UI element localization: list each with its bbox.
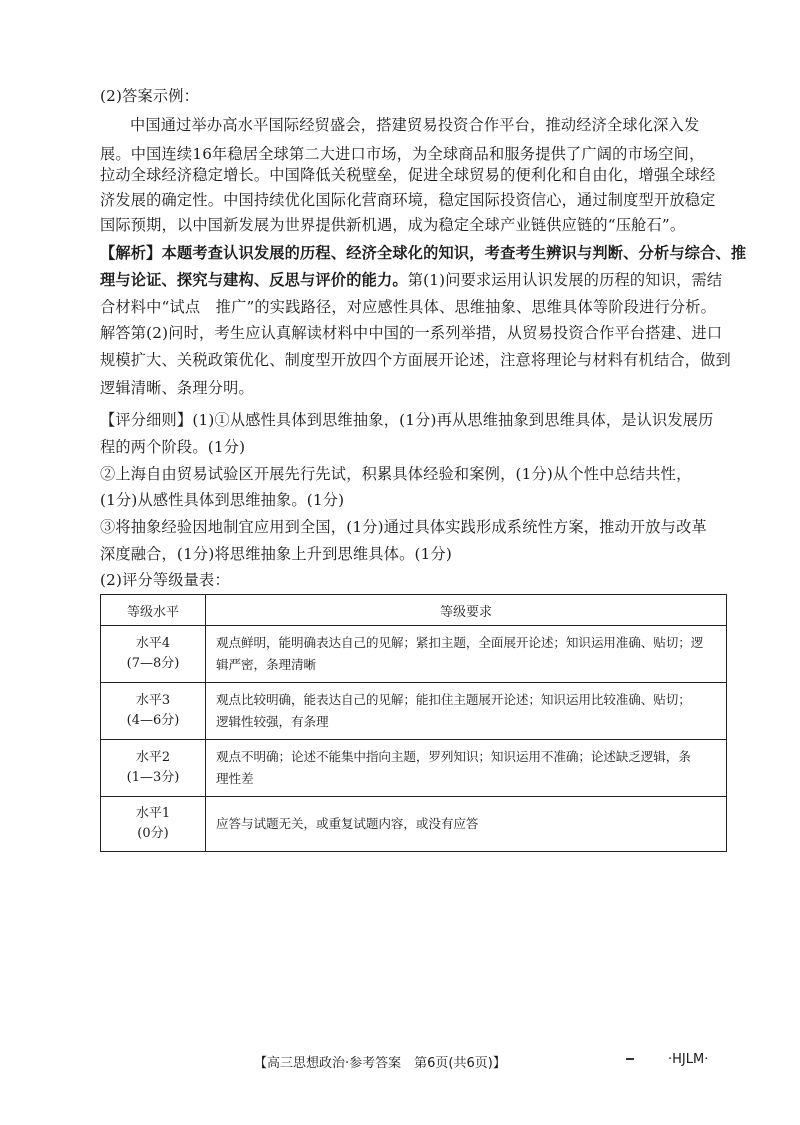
requirement-text: 逻辑性较强，有条理 (216, 714, 329, 729)
grade-level-cell (101, 797, 206, 852)
grade-row (101, 683, 727, 740)
requirement-text: 应答与试题无关，或重复试题内容，或没有应答 (216, 816, 479, 831)
level-score: (4—6分) (126, 713, 180, 728)
grade-row (101, 626, 727, 683)
requirement-text: 观点鲜明，能明确表达自己的见解；紧扣主题，全面展开论述；知识运用准确、贴切；逻 (216, 635, 704, 650)
level-name: 水平2 (135, 750, 171, 765)
analysis-bold-text: 理与论证、探究与建构、反思与评价的能力。 (100, 271, 408, 289)
level-name: 水平1 (135, 806, 171, 821)
scoring-line: 【评分细则】(1)①从感性具体到思维抽象，(1分)再从思维抽象到思维具体，是认识发展历 (100, 411, 714, 429)
level-score: (7—8分) (126, 656, 180, 671)
answer-line: 中国通过举办高水平国际经贸盛会，搭建贸易投资合作平台，推动经济全球化深入发 (130, 116, 700, 134)
footer-dash-mark (626, 1058, 634, 1060)
scoring-line: ②上海自由贸易试验区开展先行先试，积累具体经验和案例，(1分)从个性中总结共性， (100, 465, 692, 483)
requirement-text: 观点比较明确，能表达自己的见解；能扣住主题展开论述；知识运用比较准确、贴切； (216, 692, 691, 707)
grade-level-cell (101, 683, 206, 740)
grade-row (101, 797, 727, 852)
level-score: (1—3分) (126, 770, 180, 785)
scoring-line: 深度融合，(1分)将思维抽象上升到思维具体。(1分) (100, 545, 452, 563)
answer-line: 拉动全球经济稳定增长。中国降低关税壁垒，促进全球贸易的便利化和自由化，增强全球经 (100, 166, 716, 184)
level-score: (0分) (137, 826, 169, 841)
requirement-text: 观点不明确；论述不能集中指向主题，罗列知识；知识运用不准确；论述缺乏逻辑，条 (216, 749, 691, 764)
answer-line: 济发展的确定性。中国持续优化国际化营商环境，稳定国际投资信心，通过制度型开放稳定 (100, 191, 716, 209)
grade-requirement-cell (206, 797, 727, 852)
scoring-line: (2)评分等级量表： (100, 571, 230, 589)
grade-level-cell (101, 626, 206, 683)
level-name: 水平4 (135, 636, 171, 651)
answer-example-heading: (2)答案示例： (100, 87, 200, 105)
analysis-line: 解答第(2)问时，考生应认真解读材料中中国的一系列举措，从贸易投资合作平台搭建、进口 (100, 324, 723, 342)
analysis-line: 合材料中“试点 推广”的实践路径，对应感性具体、思维抽象、思维具体等阶段进行分析。 (100, 298, 717, 316)
scoring-line: (1分)从感性具体到思维抽象。(1分) (100, 491, 345, 509)
grade-level-cell (101, 740, 206, 797)
grade-table (100, 594, 727, 852)
requirement-text: 理性差 (216, 771, 254, 786)
footer-code: ·HJLM· (668, 1052, 709, 1067)
requirement-text: 辑严密，条理清晰 (216, 657, 316, 672)
analysis-bold-text: 本题考查认识发展的历程、经济全球化的知识，考查考生辨识与判断、分析与综合、推 (161, 244, 747, 262)
answer-line: 展。中国连续16年稳居全球第二大进口市场，为全球商品和服务提供了广阔的市场空间， (100, 145, 705, 163)
scoring-line: 程的两个阶段。(1分) (100, 438, 246, 456)
grade-row (101, 740, 727, 797)
scoring-line: ③将抽象经验因地制宜应用到全国，(1分)通过具体实践形成系统性方案，推动开放与改革 (100, 518, 707, 536)
analysis-tag: 【解析】 (100, 244, 162, 262)
page-footer: 【高三思想政治·参考答案 第6页(共6页)】 (254, 1056, 506, 1071)
grade-requirement-cell (206, 683, 727, 740)
header-level: 等级水平 (101, 595, 206, 626)
analysis-text: 第(1)问要求运用认识发展的历程的知识，需结 (407, 271, 723, 289)
level-name: 水平3 (135, 693, 171, 708)
grade-requirement-cell (206, 740, 727, 797)
answer-line: 国际预期，以中国新发展为世界提供新机遇，成为稳定全球产业链供应链的“压舱石”。 (100, 216, 686, 234)
grade-table-header (101, 595, 727, 626)
header-requirement: 等级要求 (206, 595, 727, 626)
grade-requirement-cell (206, 626, 727, 683)
analysis-line-2 (100, 270, 730, 290)
analysis-line: 逻辑清晰、条理分明。 (100, 379, 254, 397)
analysis-line-1 (100, 243, 747, 263)
analysis-line: 规模扩大、关税政策优化、制度型开放四个方面展开论述，注意将理论与材料有机结合，做到 (100, 351, 731, 369)
